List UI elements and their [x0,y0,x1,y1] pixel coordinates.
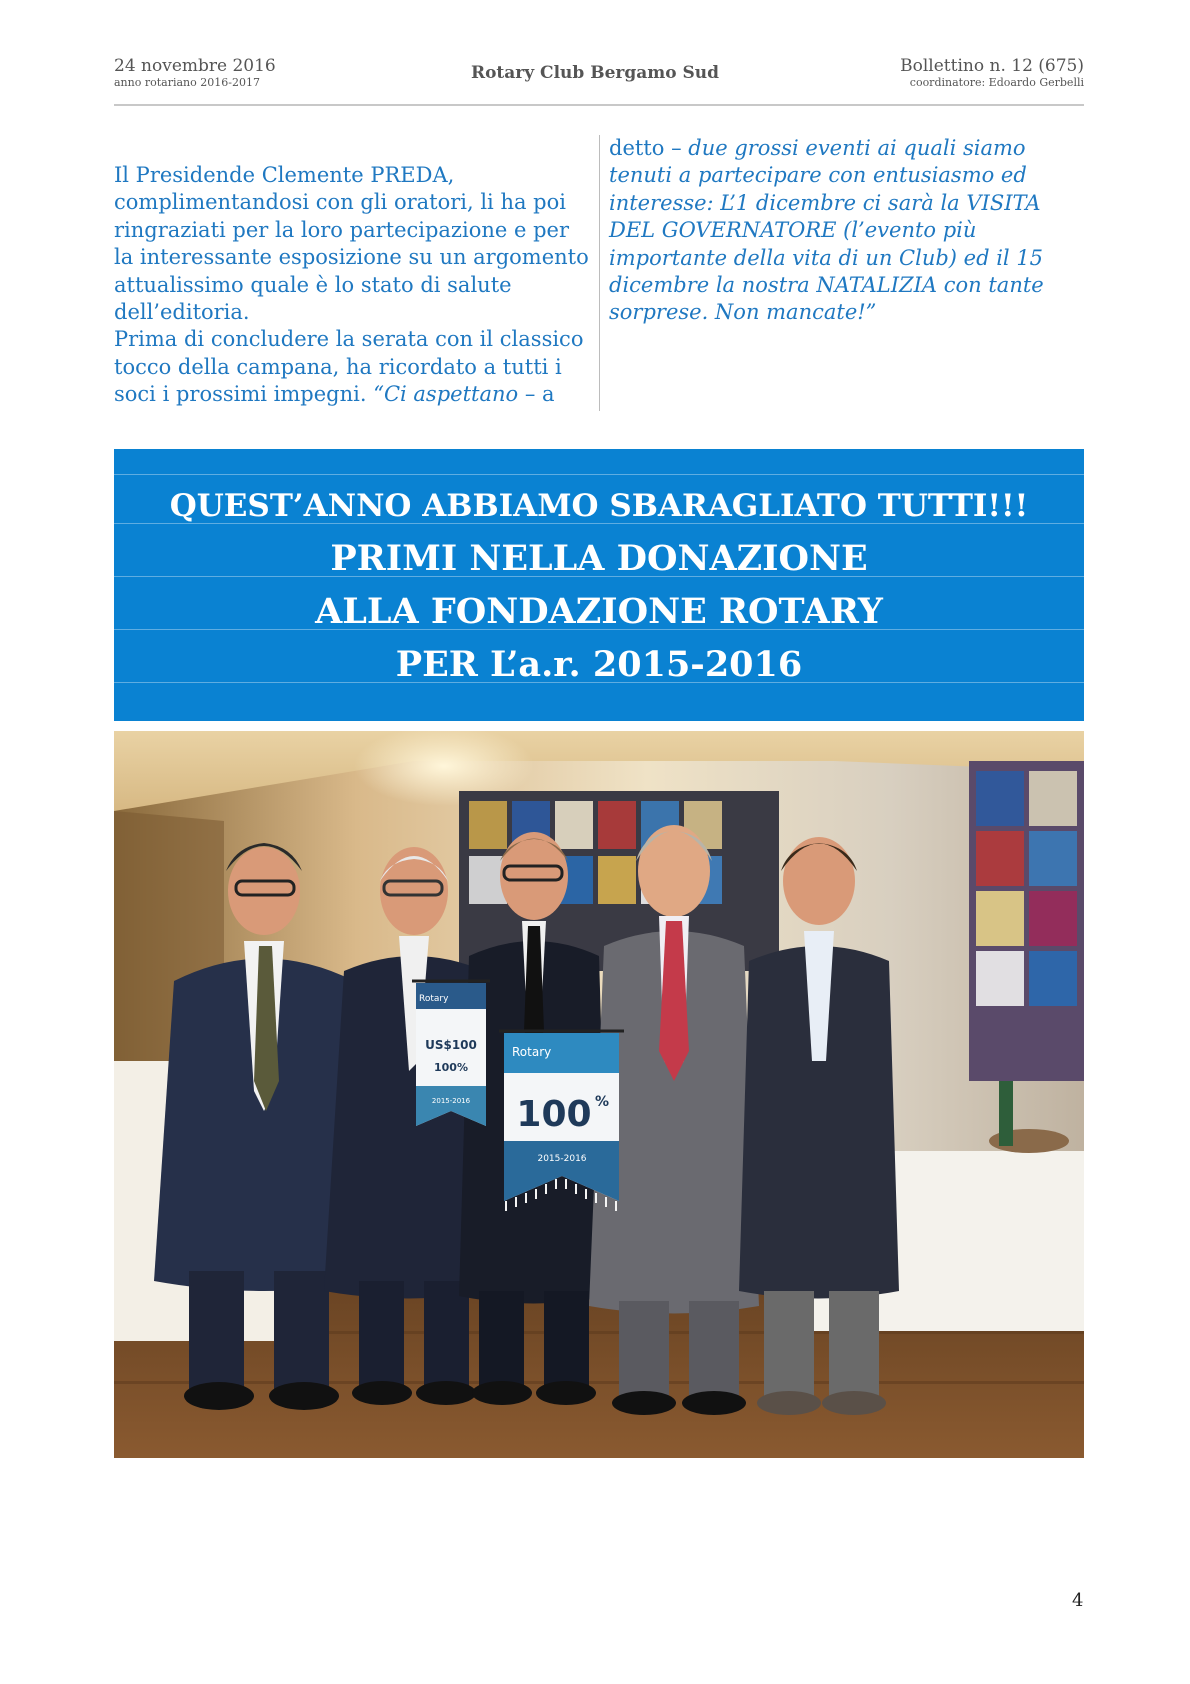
large-pennant-year: 2015-2016 [537,1154,587,1164]
large-pennant-percent-sign: % [594,1094,610,1110]
article-column-left [114,162,594,409]
small-pennant-logo: Rotary [419,994,449,1004]
article-paragraph-1: Il Presidende Clemente PREDA, complimentandosi con gli oratori, li ha poi ringraziati per la loro partecipazione e per la interessante esposizione su un argomento attualissimo quale è lo stato di salute dell’editoria. [114,163,589,325]
banner-headline: QUEST’ANNO ABBIAMO SBARAGLIATO TUTTI!!! [169,488,1029,524]
page-number: 4 [1072,1590,1084,1611]
article-paragraph-3-text: detto – [609,136,689,160]
article-paragraph-2-end: – a [518,382,555,407]
header-divider [114,104,1084,106]
small-rotary-pennant [412,981,490,1126]
header-date: 24 novembre 2016 [114,56,276,76]
large-pennant-percent: 100 [516,1094,592,1135]
small-pennant-year: 2015-2016 [431,1097,471,1105]
article-paragraph-2-text: Prima di concludere la serata con il classico tocco della campana, ha ricordato a tutti i soci i prossimi impegni. [114,327,584,407]
article-column-right [609,135,1079,327]
group-photo [114,731,1084,1458]
article-paragraph-2 [114,326,594,408]
header-bulletin-number: Bollettino n. 12 (675) [900,56,1084,76]
header-club-name: Rotary Club Bergamo Sud [470,63,720,83]
large-pennant-logo: Rotary [512,1045,552,1059]
header-rotary-year: anno rotariano 2016-2017 [114,76,260,89]
small-pennant-amount: US$100 [425,1038,477,1052]
header-right [900,56,1084,90]
banner-line-3: ALLA FONDAZIONE ROTARY [315,591,883,632]
small-pennant-percent: 100% [434,1061,468,1074]
article-quote-start: “Ci aspettano [373,382,519,407]
column-divider [599,135,600,411]
header-coordinator: coordinatore: Edoardo Gerbelli [909,76,1084,89]
banner-line-4: PER L’a.r. 2015-2016 [395,644,803,685]
article-quote-body: due grossi eventi ai quali siamo tenuti a partecipare con entusiasmo ed interesse: L’1 dicembre ci sarà la VISITA DEL GOVERNATORE (l’evento più importante della vita di un Club) ed il 15 dicembre la nostra NATALIZIA con tante sorprese. Non mancate!” [609,136,1044,325]
banner-line-2: PRIMI NELLA DONAZIONE [330,538,868,579]
group-photo-illustration [114,731,1084,1458]
banner-rule [114,474,1084,475]
article-paragraph-3 [609,135,1079,327]
